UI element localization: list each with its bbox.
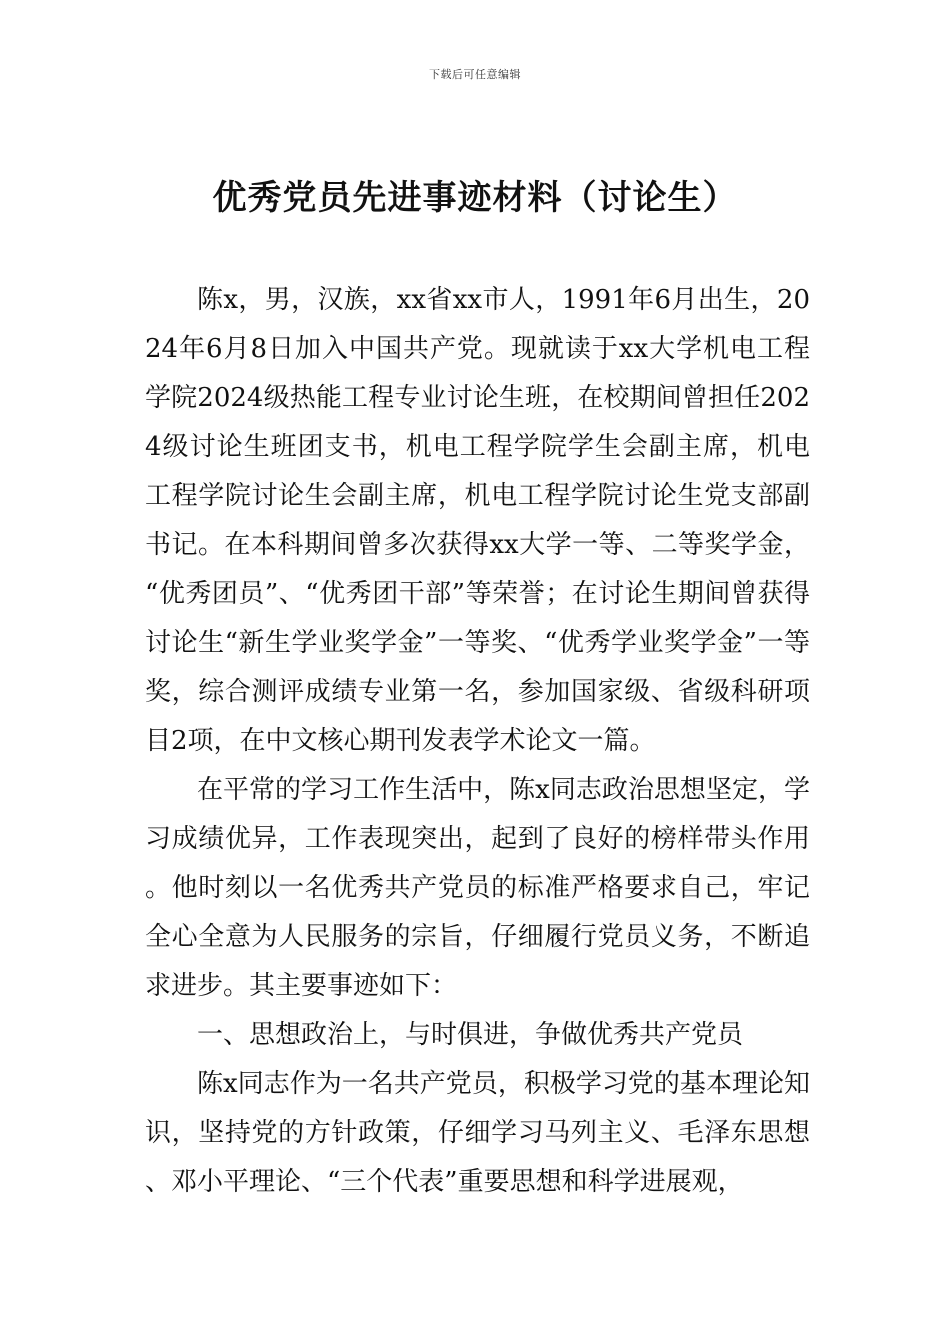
- section-heading-ideology: 一、思想政治上，与时俱进，争做优秀共产党员: [197, 1020, 744, 1050]
- header-note: 下载后可任意编辑: [429, 68, 521, 81]
- paragraph-bio: 陈x，男，汉族，xx省xx市人，1991年6月出生，2024年6月8日加入中国共产党。现就读于xx大学机电工程学院2024级热能工程专业讨论生班，在校期间曾担任2024级讨论生班团支书，机电工程学院学生会副主席，机电工程学院讨论生会副主席，机电工程学院讨论生党支部副书记。在本科期间曾多次获得xx大学一等、二等奖学金，“优秀团员”、“优秀团干部”等荣誉；在讨论生期间曾获得讨论生“新生学业奖学金”一等奖、“优秀学业奖学金”一等奖，综合测评成绩专业第一名，参加国家级、省级科研项目2项，在中文核心期刊发表学术论文一篇。: [145, 285, 810, 756]
- paragraph-summary: 在平常的学习工作生活中，陈x同志政治思想坚定，学习成绩优异，工作表现突出，起到了良好的榜样带头作用。他时刻以一名优秀共产党员的标准严格要求自己，牢记全心全意为人民服务的宗旨，仔细履行党员义务，不断追求进步。其主要事迹如下：: [145, 775, 810, 1001]
- document-body: [145, 276, 810, 1207]
- document-title: 优秀党员先进事迹材料（讨论生）: [212, 178, 738, 218]
- paragraph-ideology: 陈x同志作为一名共产党员，积极学习党的基本理论知识，坚持党的方针政策，仔细学习马列主义、毛泽东思想、邓小平理论、“三个代表”重要思想和科学进展观，: [145, 1069, 810, 1197]
